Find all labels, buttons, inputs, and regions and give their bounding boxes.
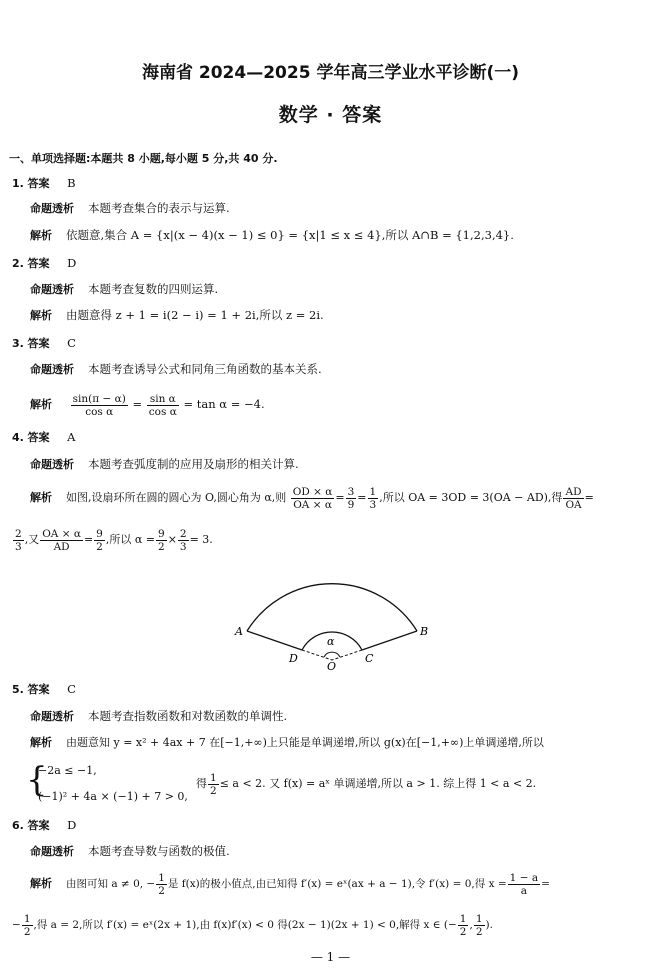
segment-BC bbox=[362, 631, 417, 650]
q4-fraction-9: $\frac{2}{3}$ bbox=[179, 527, 187, 553]
page-number: — 1 — bbox=[310, 950, 351, 964]
q5-insight bbox=[30, 709, 287, 724]
q1-analysis-text: 依题意,集合 A = {x|(x − 4)(x − 1) ≤ 0} = {x|1 ≤ x ≤ 4},所以 A∩B = {1,2,3,4}. bbox=[66, 228, 514, 242]
q3-insight-text: 本题考查诱导公式和同角三角函数的基本关系. bbox=[88, 362, 322, 376]
q6-fraction-1: $\frac{1}{2}$ bbox=[158, 871, 165, 897]
q5-answer: C bbox=[67, 682, 76, 696]
q4-answer-tag: 答案 bbox=[27, 431, 50, 444]
q3-insight bbox=[30, 362, 322, 377]
q2-insight bbox=[30, 282, 218, 297]
page-title: 海南省 2024—2025 学年高三学业水平诊断(一) bbox=[141, 63, 519, 83]
q6-fraction-3: $\frac{1}{2}$ bbox=[23, 912, 31, 938]
q1-insight-text: 本题考查集合的表示与运算. bbox=[88, 201, 230, 215]
q6-fraction-4: $\frac{1}{2}$ bbox=[459, 912, 467, 938]
label-B: B bbox=[420, 625, 429, 638]
q6-answer: D bbox=[67, 818, 77, 832]
q5-insight-text: 本题考查指数函数和对数函数的单调性. bbox=[88, 709, 288, 723]
q4-fraction-4: $\frac{AD}{OA}$ bbox=[565, 485, 582, 511]
q4-analysis-line1: 解析 如图,设扇环所在圆的圆心为 O,圆心角为 α,则 $\frac{OD \times \alpha}{OA \times \alpha}$ = $\frac{3}{9}$ = $\frac{1}{3}$ ,所以 OA = 3OD = 3(OA − AD),得 $\frac{AD}{OA}$ = bbox=[30, 485, 594, 511]
q5-analysis-text: 由题意知 y = x² + 4ax + 7 在[−1,+∞)上只能是单调递增,所以 g(x)在[−1,+∞)上单调递增,所以 bbox=[66, 736, 544, 749]
label-A: A bbox=[235, 625, 243, 638]
label-O: O bbox=[327, 660, 337, 673]
q6-analysis-line1: 解析 由图可知 a ≠ 0, − $\frac{1}{2}$ 是 f(x)的极小值点,由已知得 f′(x) = eˣ(ax + a − 1),令 f′(x) = 0,得 x = $\frac{1 - a}{a}$ = bbox=[30, 871, 550, 897]
q5-fraction: $\frac{1}{2}$ bbox=[210, 771, 217, 797]
q4-fraction-2: $\frac{3}{9}$ bbox=[347, 485, 355, 511]
q4-analysis-label: 解析 bbox=[30, 491, 52, 504]
q6-analysis-line2: − $\frac{1}{2}$ ,得 a = 2,所以 f′(x) = eˣ(2x + 1),由 f(x)f′(x) < 0 得(2x − 1)(2x + 1) < 0,解得 x ∈ (− $\frac{1}{2}$ , $\frac{1}{2}$ ). bbox=[12, 912, 493, 938]
q3-answer-tag: 答案 bbox=[27, 337, 50, 350]
q6-insight-label: 命题透析 bbox=[30, 845, 74, 858]
q5-system-eq2: (−1)² + 4a × (−1) + 7 > 0, bbox=[38, 790, 188, 803]
page-subtitle: 数学 · 答案 bbox=[278, 104, 383, 126]
q1-analysis-label: 解析 bbox=[30, 229, 52, 242]
sector-figure bbox=[232, 563, 432, 673]
q6-analysis-label: 解析 bbox=[30, 877, 52, 890]
q6-fraction-2: $\frac{1 - a}{a}$ bbox=[509, 871, 539, 897]
q2-header bbox=[12, 256, 76, 271]
q4-insight bbox=[30, 457, 299, 472]
segment-AD bbox=[247, 631, 302, 650]
q4-fraction-1: $\frac{OD \times \alpha}{OA \times \alpha}$ bbox=[292, 485, 333, 511]
q3-analysis-label: 解析 bbox=[30, 398, 52, 411]
q5-system-eq1: −2a ≤ −1, bbox=[38, 764, 97, 777]
q5-analysis-label: 解析 bbox=[30, 736, 52, 749]
q4-insight-text: 本题考查弧度制的应用及扇形的相关计算. bbox=[88, 457, 299, 471]
outer-arc bbox=[247, 584, 417, 631]
q1-insight bbox=[30, 201, 230, 216]
q1-answer-tag: 答案 bbox=[27, 177, 50, 190]
q5-number: 5. bbox=[12, 683, 24, 696]
q1-header bbox=[12, 176, 76, 191]
q4-fraction-7: $\frac{9}{2}$ bbox=[96, 527, 103, 553]
q1-insight-label: 命题透析 bbox=[30, 202, 74, 215]
q2-insight-text: 本题考查复数的四则运算. bbox=[88, 282, 219, 296]
q3-fraction-1: $\frac{\sin(\pi - \alpha)}{\text{cos α}}$ bbox=[72, 392, 126, 418]
q3-number: 3. bbox=[12, 337, 24, 350]
q5-answer-tag: 答案 bbox=[27, 683, 50, 696]
q3-analysis: 解析 $\frac{\sin(\pi - \alpha)}{\text{cos α}}$ = $\frac{\text{sin α}}{\text{cos α}}$ = tan α = −4. bbox=[30, 392, 265, 418]
q4-fraction-3: $\frac{1}{3}$ bbox=[369, 485, 377, 511]
q6-insight-text: 本题考查导数与函数的极值. bbox=[88, 844, 230, 858]
q5-header bbox=[12, 682, 76, 697]
q4-answer: A bbox=[67, 430, 76, 444]
q6-fraction-5: $\frac{1}{2}$ bbox=[475, 912, 483, 938]
q3-header bbox=[12, 336, 76, 351]
q5-conclusion: 得 $\frac{1}{2}$ ≤ a < 2. 又 f(x) = aˣ 单调递增,所以 a > 1. 综上得 1 < a < 2. bbox=[196, 771, 537, 797]
q4-analysis-line2: $\frac{2}{3}$ ,又 $\frac{OA \times \alpha}{AD}$ = $\frac{9}{2}$ ,所以 α = $\frac{9}{2}$ × $\frac{2}{3}$ = 3. bbox=[15, 527, 213, 553]
q4-fraction-8: $\frac{9}{2}$ bbox=[158, 527, 165, 553]
q6-number: 6. bbox=[12, 819, 24, 832]
system-brace: { bbox=[26, 760, 48, 800]
q4-fraction-5: $\frac{2}{3}$ bbox=[15, 527, 22, 553]
q1-number: 1. bbox=[12, 177, 24, 190]
label-C: C bbox=[365, 652, 374, 665]
angle-arc bbox=[324, 652, 340, 657]
q4-number: 4. bbox=[12, 431, 24, 444]
q5-insight-label: 命题透析 bbox=[30, 710, 74, 723]
q2-number: 2. bbox=[12, 257, 24, 270]
label-D: D bbox=[289, 652, 298, 665]
dashed-CO bbox=[332, 650, 362, 660]
q6-header bbox=[12, 818, 76, 833]
q2-answer-tag: 答案 bbox=[27, 257, 50, 270]
q4-header bbox=[12, 430, 75, 445]
section-heading: 一、单项选择题:本题共 8 小题,每小题 5 分,共 40 分. bbox=[9, 152, 278, 165]
q2-analysis-label: 解析 bbox=[30, 309, 52, 322]
q4-fraction-6: $\frac{OA \times \alpha}{AD}$ bbox=[42, 527, 81, 553]
q2-analysis bbox=[30, 308, 324, 323]
dashed-DO bbox=[302, 650, 332, 660]
q3-answer: C bbox=[67, 336, 76, 350]
q2-insight-label: 命题透析 bbox=[30, 283, 74, 296]
q6-insight bbox=[30, 844, 230, 859]
q6-answer-tag: 答案 bbox=[27, 819, 50, 832]
q3-fraction-2: $\frac{\text{sin α}}{\text{cos α}}$ bbox=[148, 392, 177, 418]
q1-answer: B bbox=[67, 176, 76, 190]
q2-analysis-text: 由题意得 z + 1 = i(2 − i) = 1 + 2i,所以 z = 2i. bbox=[66, 308, 324, 322]
label-alpha: α bbox=[327, 635, 335, 648]
q3-insight-label: 命题透析 bbox=[30, 363, 74, 376]
q1-analysis bbox=[30, 228, 514, 243]
q4-insight-label: 命题透析 bbox=[30, 458, 74, 471]
q2-answer: D bbox=[67, 256, 77, 270]
q5-analysis bbox=[30, 736, 544, 750]
